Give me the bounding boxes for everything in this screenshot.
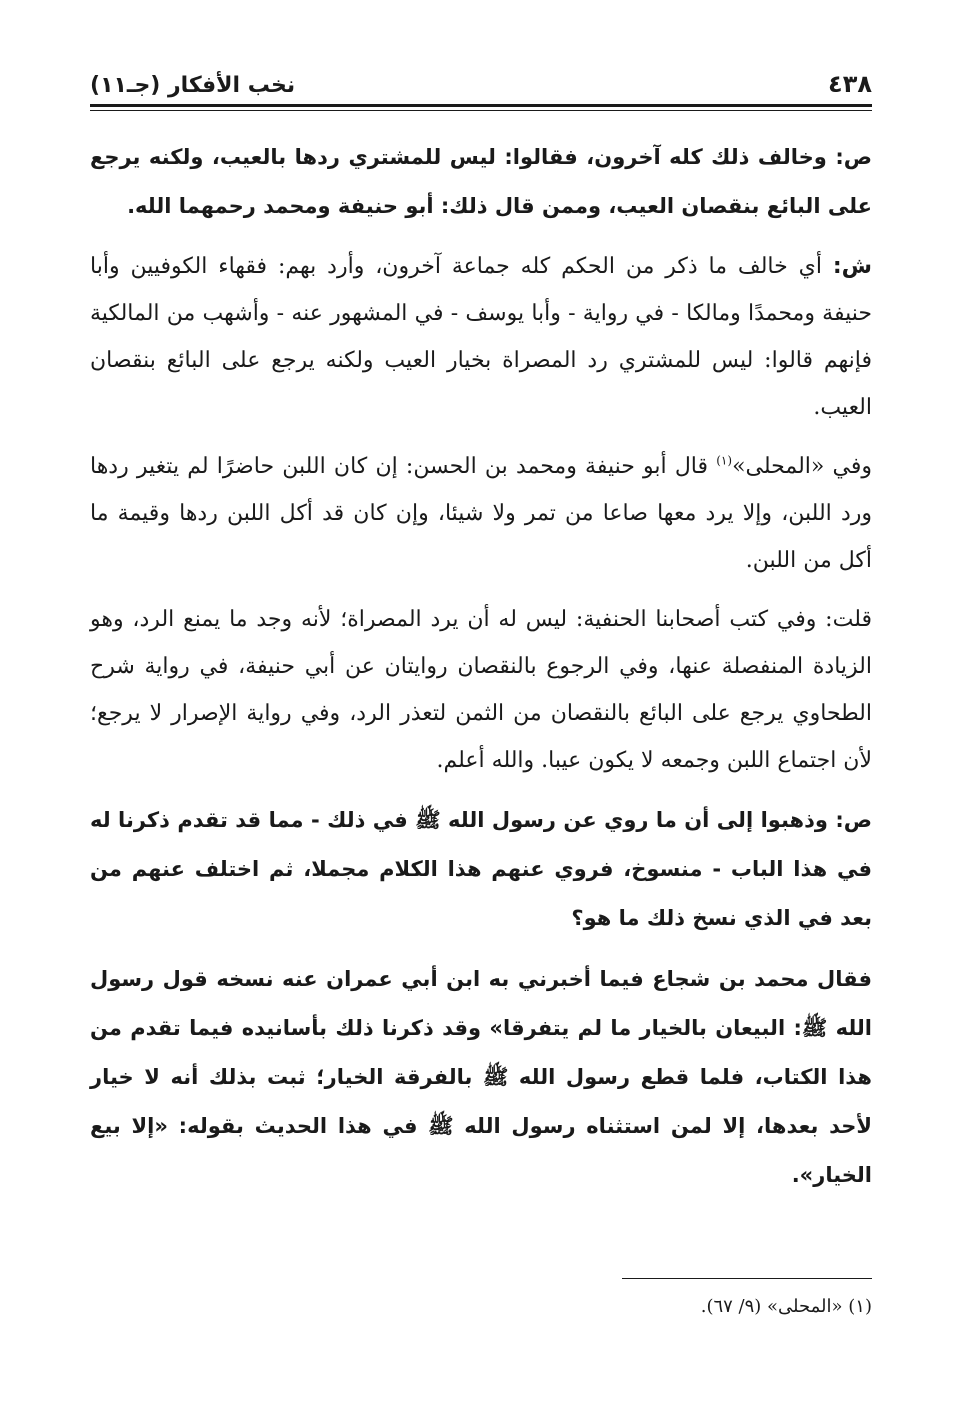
paragraph-text: فقال محمد بن شجاع فيما أخبرني به ابن أبي عمران عنه نسخه قول رسول الله ﷺ: البيعان بالخيار ما لم يتفرقا» وقد ذكرنا ذلك بأسانيده فيما تقدم من هذا الكتاب، فلما قطع رسول الله ﷺ بالفرقة الخيار؛ ثبت بذلك أنه لا خيار لأحد بعدها، إلا لمن استثناه رسول الله ﷺ في هذا الحديث بقوله: «إلا بيع الخيار».: [90, 967, 872, 1187]
page-header: [90, 58, 872, 98]
footnote: (١) «المحلى» (٩/ ٦٧).: [700, 1296, 872, 1317]
footnote-area: [90, 1278, 872, 1321]
paragraph-text: وذهبوا إلى أن ما روي عن رسول الله ﷺ في ذلك - مما قد تقدم ذكرنا له في هذا الباب - منسوخ، فروي عنهم هذا الكلام مجملا، ثم اختلف عنهم من بعد في الذي نسخ ذلك ما هو؟: [90, 808, 872, 930]
paragraph-matn-1: [90, 133, 872, 231]
footnote-reference: (١): [716, 453, 733, 468]
book-title: نخب الأفكار (جـ١١): [90, 73, 296, 98]
paragraph-matn-3: [90, 955, 872, 1200]
paragraph-text: أي خالف ما ذكر من الحكم كله جماعة آخرون، وأرد بهم: فقهاء الكوفيين وأبا حنيفة ومحمدًا ومالكا - في رواية - وأبا يوسف - في المشهور عنه - وأشهب من المالكية فإنهم قالوا: ليس للمشتري رد المصراة بخيار العيب ولكنه يرجع على البائع بنقصان العيب.: [90, 254, 872, 420]
paragraph-qultu: [90, 596, 872, 784]
paragraph-text-after-ref: قال أبو حنيفة ومحمد بن الحسن: إن كان اللبن حاضرًا لم يتغير ردها ورد اللبن، وإلا يرد معها صاعا من تمر ولا شيئا، وإن كان قد أكل اللبن ردها وقيمة ما أكل من اللبن.: [90, 454, 872, 573]
paragraph-lead: ص:: [835, 808, 872, 832]
paragraph-sharh-1: [90, 243, 872, 431]
paragraph-text: قلت: وفي كتب أصحابنا الحنفية: ليس له أن يرد المصراة؛ لأنه وجد ما يمنع الرد، وهو الزيادة المنفصلة عنها، وفي الرجوع بالنقصان روايتان عن أبي حنيفة، في رواية شرح الطحاوي يرجع على البائع بالنقصان من الثمن لتعذر الرد، وفي رواية الإصرار لا يرجع؛ لأن اجتماع اللبن وجمعه لا يكون عيبا. والله أعلم.: [90, 607, 872, 773]
paragraph-text-before-ref: وفي «المحلى»: [732, 454, 873, 479]
header-rule-thick: [90, 104, 872, 107]
page-number: ٤٣٨: [828, 70, 872, 98]
paragraph-lead: ص:: [835, 145, 872, 169]
paragraph-lead: ش:: [832, 254, 872, 279]
body-text: [90, 133, 872, 1200]
paragraph-text: وخالف ذلك كله آخرون، فقالوا: ليس للمشتري ردها بالعيب، ولكنه يرجع على البائع بنقصان العيب، وممن قال ذلك: أبو حنيفة ومحمد رحمهما الله.: [90, 145, 872, 218]
paragraph-muhalla: [90, 443, 872, 584]
paragraph-matn-2: [90, 796, 872, 943]
footnote-rule: [622, 1278, 872, 1279]
page: [90, 58, 872, 1200]
header-rule-thin: [90, 110, 872, 111]
